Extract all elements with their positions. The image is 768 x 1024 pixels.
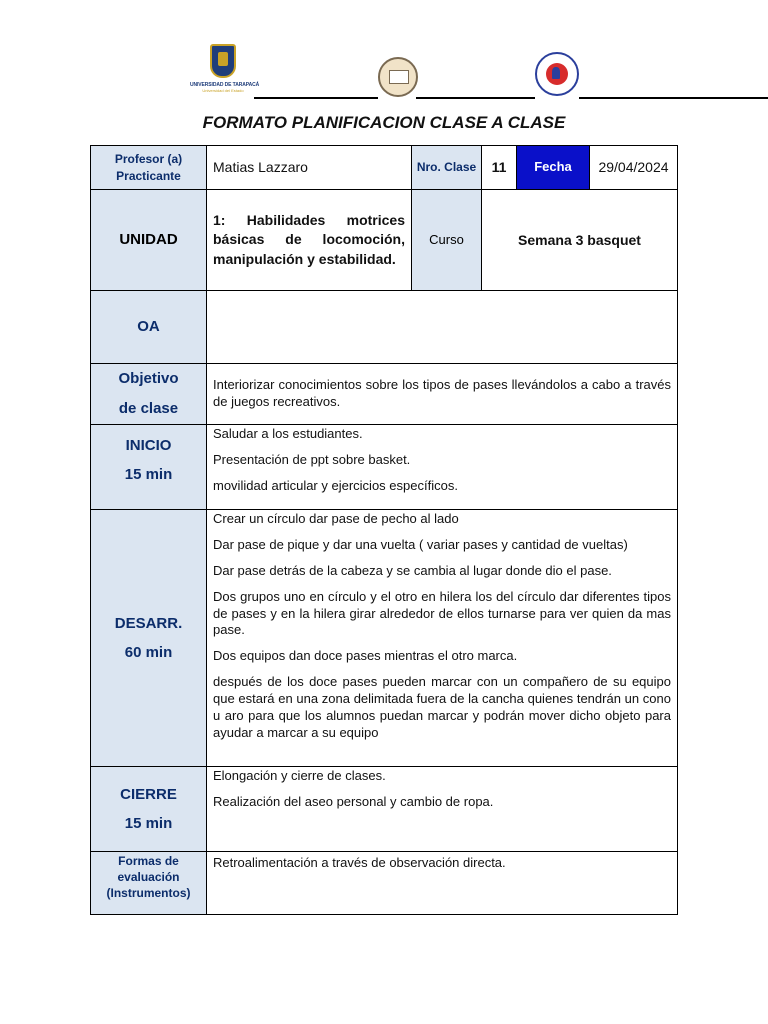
row-oa: [91, 291, 678, 364]
curso-label: Curso: [412, 190, 482, 291]
oa-label: OA: [91, 291, 207, 364]
inicio-time: 15 min: [124, 466, 173, 484]
objetivo-label: [91, 364, 207, 425]
desarrollo-title: DESARR.: [114, 614, 183, 632]
curso-value: Semana 3 basquet: [482, 190, 678, 291]
unidad-value: 1: Habilidades motrices básicas de locomoción, manipulación y estabilidad.: [207, 190, 412, 291]
fecha-value: 29/04/2024: [590, 146, 678, 190]
cierre-content: [207, 767, 678, 852]
inicio-item: movilidad articular y ejercicios específicos.: [213, 477, 458, 493]
row-cierre: [91, 767, 678, 852]
profesor-label: Profesor (a) Practicante: [91, 146, 207, 190]
profesor-value: Matias Lazzaro: [207, 146, 412, 190]
desarrollo-item: después de los doce pases pueden marcar con un compañero de su equipo que estará en una zona delimitada fuera de la cancha quienes tendrán un cono u aro para que los alumnos puedan marcar y podrán mover dicho objeto para ayudar a marcar a su equipo: [213, 674, 671, 740]
page-header: [0, 0, 768, 110]
cierre-item: Realización del aseo personal y cambio de ropa.: [213, 793, 494, 809]
inicio-label: [91, 425, 207, 510]
page-title: FORMATO PLANIFICACION CLASE A CLASE: [202, 113, 566, 132]
school-seal-icon: [378, 57, 418, 97]
desarrollo-item: Dos equipos dan doce pases mientras el otro marca.: [213, 648, 518, 664]
objetivo-value: Interiorizar conocimientos sobre los tipos de pases llevándolos a cabo a través de juegos recreativos.: [207, 364, 678, 425]
university-logo: [190, 44, 260, 96]
desarrollo-item: Crear un círculo dar pase de pecho al lado: [213, 511, 459, 526]
cierre-time: 15 min: [124, 815, 173, 832]
shield-icon: [210, 44, 236, 78]
header-rule: [416, 97, 535, 99]
desarrollo-label: [91, 510, 207, 767]
sport-emblem-icon: [535, 52, 579, 96]
cierre-label: [91, 767, 207, 852]
desarrollo-item: Dar pase de pique y dar una vuelta ( variar pases y cantidad de vueltas): [213, 536, 628, 552]
row-desarrollo: [91, 510, 678, 767]
desarrollo-item: Dos grupos uno en círculo y el otro en hilera los del círculo dar diferentes tipos de pases y en la hilera girar alrededor de ellos turnarse para ver quien da mas pase.: [213, 588, 671, 638]
fecha-label: Fecha: [517, 146, 590, 190]
inicio-title: INICIO: [125, 437, 172, 454]
desarrollo-content: [207, 510, 678, 767]
inicio-item: Presentación de ppt sobre basket.: [213, 451, 411, 467]
objetivo-label-line2: de clase: [118, 400, 179, 417]
cierre-item: Elongación y cierre de clases.: [213, 768, 386, 783]
row-evaluacion: [91, 852, 678, 915]
header-rule: [254, 97, 378, 99]
header-rule: [579, 97, 768, 99]
inicio-item: Saludar a los estudiantes.: [213, 426, 363, 441]
row-inicio: [91, 425, 678, 510]
inicio-content: [207, 425, 678, 510]
evaluacion-label: Formas de evaluación (Instrumentos): [91, 852, 207, 915]
desarrollo-item: Dar pase detrás de la cabeza y se cambia al lugar donde dio el pase.: [213, 562, 612, 578]
row-profesor: [91, 146, 678, 190]
oa-value: [207, 291, 678, 364]
desarrollo-time: 60 min: [124, 644, 173, 661]
nro-clase-label: Nro. Clase: [412, 146, 482, 190]
unidad-label: UNIDAD: [91, 190, 207, 291]
logo-subtext: Universidad del Estado: [202, 88, 244, 93]
cierre-title: CIERRE: [120, 785, 177, 803]
nro-clase-value: 11: [482, 146, 517, 190]
planning-table: [90, 145, 678, 915]
evaluacion-value: Retroalimentación a través de observación directa.: [207, 852, 678, 915]
row-unidad: [91, 190, 678, 291]
row-objetivo: [91, 364, 678, 425]
objetivo-label-line1: Objetivo: [118, 370, 179, 387]
logo-text: UNIVERSIDAD DE TARAPACÁ: [190, 82, 260, 88]
